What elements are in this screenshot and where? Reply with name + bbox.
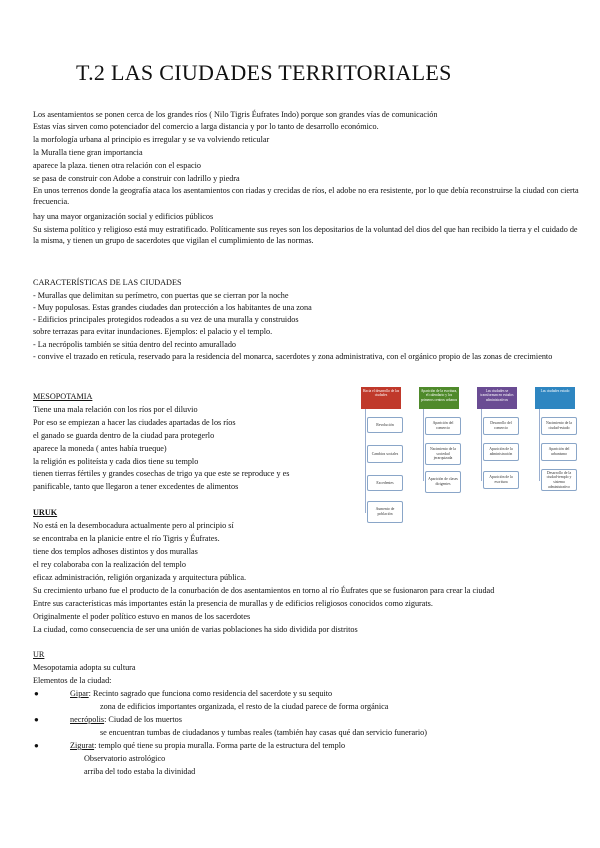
ur-sub-zigurat-1: Observatorio astrológico xyxy=(84,754,166,763)
ur-heading: UR xyxy=(33,650,45,659)
intro-line-3: la morfología urbana al principio es irregular y se va volviendo reticular xyxy=(33,135,270,144)
diagram-header-4: Las ciudades estado xyxy=(535,387,575,409)
uruk-line-1: No está en la desembocadura actualmente pero al principio sí xyxy=(33,521,234,530)
uruk-line-5: eficaz administración, religión organizada y arquitectura pública. xyxy=(33,573,247,582)
ur-item-necropolis xyxy=(70,715,182,726)
intro-line-7: En unos terrenos donde la geografía ataca los asentamientos con riadas y crecidas de ríos, el adobe no era resistente, por lo que debía reconstruirse la ciudad con cierta frecuencia. xyxy=(33,186,579,206)
mesopotamia-line-6: tienen tierras fértiles y grandes cosechas de trigo ya que este se reproduce y es xyxy=(33,469,290,478)
mesopotamia-line-2: Por eso se empiezan a hacer las ciudades apartadas de los ríos xyxy=(33,418,236,427)
bullet-dot: ● xyxy=(34,715,39,724)
uruk-line-6: Su crecimiento urbano fue el producto de la conurbación de dos asentamientos en torno al río Éufrates que se fusionaron para crear la ciudad xyxy=(33,586,495,595)
uruk-line-3: tiene dos templos adhoses distintos y dos murallas xyxy=(33,547,198,556)
connector-line xyxy=(365,409,366,513)
diagram-box: Nacimiento de la ciudad-estado xyxy=(541,417,577,435)
concept-diagram xyxy=(361,387,575,529)
ur-term-gipar: Gipar xyxy=(70,689,89,698)
uruk-heading: URUK xyxy=(33,508,58,517)
caracteristicas-line-1: - Murallas que delimitan su perímetro, con puertas que se cierran por la noche xyxy=(33,291,289,300)
mesopotamia-line-1: Tiene una mala relación con los ríos por el diluvio xyxy=(33,405,198,414)
diagram-box: Aparición del comercio xyxy=(425,417,461,435)
intro-line-9: Su sistema político y religioso está muy estratificado. Políticamente sus reyes son los depositarios de la voluntad del dios del que han recibido la tierra y el cuidado de la misma, y tienen un grupo de sacerdotes que vigilan el cumplimiento de las normas. xyxy=(33,225,578,245)
diagram-box: Nacimiento de la sociedad jerarquizada xyxy=(425,443,461,465)
ur-item-gipar xyxy=(70,689,332,700)
diagram-box: Cambios sociales xyxy=(367,445,403,463)
diagram-box: Desarrollo del comercio xyxy=(483,417,519,435)
connector-line xyxy=(423,409,424,481)
intro-line-1: Los asentamientos se ponen cerca de los grandes ríos ( Nilo Tigris Éufrates Indo) porque son grandes vías de comunicación xyxy=(33,110,438,119)
ur-text-zigurat: : templo qué tiene su propia muralla. Forma parte de la estructura del templo xyxy=(94,741,346,750)
uruk-line-2: se encontraba en la planicie entre el río Tigris y Éufrates. xyxy=(33,534,220,543)
mesopotamia-line-5: la religión es politeísta y cada dios tiene su templo xyxy=(33,457,199,466)
diagram-box: Revolución xyxy=(367,417,403,433)
mesopotamia-line-7: panificable, tanto que llegaron a tener excedentes de alimentos xyxy=(33,482,239,491)
mesopotamia-heading: MESOPOTAMIA xyxy=(33,392,93,401)
bullet-dot: ● xyxy=(34,689,39,698)
ur-term-necropolis: necrópolis xyxy=(70,715,105,724)
diagram-box: Aparición de clases dirigentes xyxy=(425,471,461,493)
intro-line-5: aparece la plaza. tienen otra relación con el espacio xyxy=(33,161,201,170)
intro-line-6: se pasa de construir con Adobe a construir con ladrillo y piedra xyxy=(33,174,240,183)
ur-line-2: Elementos de la ciudad: xyxy=(33,676,112,685)
caracteristicas-line-3: - Edificios principales protegidos rodeados a su vez de una muralla y construidos xyxy=(33,315,299,324)
uruk-line-7: Entre sus características más importantes están la presencia de murallas y de edificios religiosos conocidos como zigurats. xyxy=(33,599,433,608)
diagram-box: Aparición de la administración xyxy=(483,443,519,461)
uruk-line-4: el rey colaboraba con la realización del templo xyxy=(33,560,186,569)
uruk-line-9: La ciudad, como consecuencia de ser una unión de varias poblaciones ha sido dividida por distritos xyxy=(33,625,358,634)
bullet-dot: ● xyxy=(34,741,39,750)
ur-text-gipar: : Recinto sagrado que funciona como residencia del sacerdote y su sequito xyxy=(88,689,333,698)
caracteristicas-heading: CARACTERÍSTICAS DE LAS CIUDADES xyxy=(33,278,182,287)
ur-sub-necropolis: se encuentran tumbas de ciudadanos y tumbas reales (también hay casas qué dan servicio funerario) xyxy=(100,728,427,737)
ur-sub-gipar: zona de edificios importantes organizada, el resto de la ciudad parece de forma orgánica xyxy=(100,702,389,711)
diagram-header-3: Las ciudades se transforman en estados administrativos xyxy=(477,387,517,409)
caracteristicas-line-2: - Muy populosas. Estas grandes ciudades dan protección a los habitantes de una zona xyxy=(33,303,312,312)
ur-sub-zigurat-2: arriba del todo estaba la divinidad xyxy=(84,767,196,776)
diagram-box: Excedentes xyxy=(367,475,403,491)
diagram-box: Desarrollo de la ciudad-templo y sistema administrativo xyxy=(541,469,577,491)
intro-line-4: la Muralla tiene gran importancia xyxy=(33,148,143,157)
intro-line-8: hay una mayor organización social y edificios públicos xyxy=(33,212,214,221)
page-title: T.2 LAS CIUDADES TERRITORIALES xyxy=(76,60,452,85)
caracteristicas-line-5: - La necrópolis también se sitúa dentro del recinto amurallado xyxy=(33,340,237,349)
intro-line-2: Estas vías sirven como potenciador del comercio a larga distancia y por lo tanto de desarrollo económico. xyxy=(33,122,379,131)
diagram-box: Aparición de la escritura xyxy=(483,471,519,489)
diagram-box: Aumento de población xyxy=(367,501,403,523)
mesopotamia-line-3: el ganado se guarda dentro de la ciudad para protegerlo xyxy=(33,431,215,440)
ur-term-zigurat: Zigurat xyxy=(70,741,95,750)
ur-item-zigurat xyxy=(70,741,345,752)
mesopotamia-line-4: aparece la moneda ( antes había trueque) xyxy=(33,444,167,453)
diagram-box: Aparición del urbanismo xyxy=(541,443,577,461)
uruk-line-8: Originalmente el poder político estuvo en manos de los sacerdotes xyxy=(33,612,251,621)
diagram-header-1: Hacia el desarrollo de las ciudades xyxy=(361,387,401,409)
diagram-header-2: Aparición de la escritura, el calendario y los primeros centros urbanos xyxy=(419,387,459,409)
connector-line xyxy=(481,409,482,481)
ur-text-necropolis: : Ciudad de los muertos xyxy=(104,715,182,724)
connector-line xyxy=(539,409,540,481)
caracteristicas-line-6: - convive el trazado en retícula, reservado para la residencia del monarca, sacerdotes y zona administrativa, con el orgánico propio de las zonas de crecimiento xyxy=(33,352,553,361)
caracteristicas-line-4: sobre terrazas para evitar inundaciones. Ejemplos: el palacio y el templo. xyxy=(33,327,273,336)
ur-line-1: Mesopotamia adopta su cultura xyxy=(33,663,136,672)
